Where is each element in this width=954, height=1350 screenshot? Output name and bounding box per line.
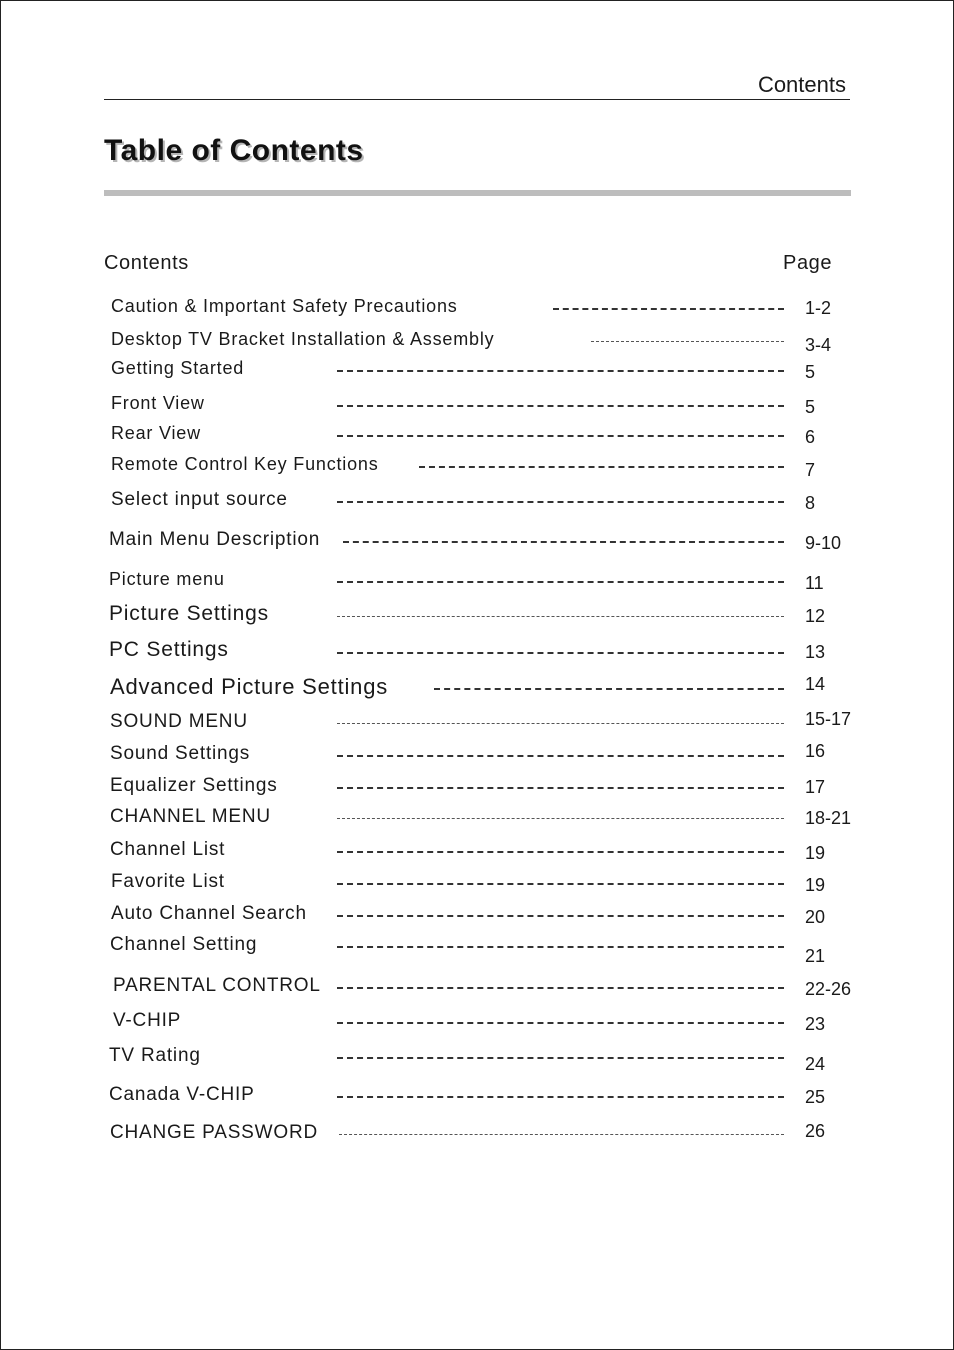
dot-leader	[337, 915, 784, 917]
toc-entry-label: Rear View	[111, 423, 201, 443]
toc-entry-page: 12	[805, 606, 826, 626]
dot-leader	[337, 370, 784, 372]
toc-entry-page: 1-2	[805, 298, 832, 318]
toc-entry-page: 23	[805, 1014, 826, 1034]
toc-entry-label: Select input source	[111, 489, 288, 510]
toc-entry-label: SOUND MENU	[110, 711, 248, 732]
toc-entry-page: 22-26	[805, 979, 852, 999]
toc-entry[interactable]	[0, 903, 954, 933]
toc-entry-label: Picture menu	[109, 569, 225, 589]
toc-entry[interactable]	[0, 674, 954, 704]
contents-column-header: Contents	[104, 252, 189, 274]
dot-leader	[419, 466, 784, 468]
dot-leader	[337, 1057, 784, 1059]
toc-entry-page: 8	[805, 493, 816, 513]
toc-entry[interactable]	[0, 975, 954, 1005]
toc-entry-label: Auto Channel Search	[111, 903, 307, 924]
dot-leader	[343, 541, 784, 543]
title-underline-bar	[104, 190, 851, 196]
dot-leader	[337, 1022, 784, 1024]
toc-entry-label: Channel Setting	[110, 934, 258, 955]
dot-leader	[339, 1134, 784, 1135]
page-title: Table of Contents	[104, 134, 364, 167]
toc-entry-page: 20	[805, 907, 826, 927]
toc-entry-label: Sound Settings	[110, 743, 251, 764]
toc-entry-page: 13	[805, 642, 826, 662]
running-header: Contents	[757, 72, 846, 97]
toc-entry-label: PARENTAL CONTROL	[113, 975, 321, 996]
toc-entry-label: PC Settings	[109, 638, 229, 661]
toc-entry-page: 14	[805, 674, 826, 694]
toc-entry-label: Canada V-CHIP	[109, 1084, 255, 1105]
dot-leader	[337, 883, 784, 885]
toc-entry-page: 21	[805, 946, 826, 966]
toc-entry-page: 19	[805, 843, 826, 863]
dot-leader	[337, 405, 784, 407]
toc-entry[interactable]	[0, 711, 954, 741]
toc-entry[interactable]	[0, 1122, 954, 1152]
toc-entry[interactable]	[0, 839, 954, 869]
toc-entry-page: 11	[805, 573, 824, 593]
toc-entry-page: 16	[805, 741, 826, 761]
toc-entry-page: 3-4	[805, 335, 832, 355]
dot-leader	[337, 723, 784, 724]
toc-entry[interactable]	[0, 743, 954, 773]
toc-entry-label: Equalizer Settings	[110, 775, 278, 796]
dot-leader	[337, 787, 784, 789]
toc-entry-page: 25	[805, 1087, 826, 1107]
toc-entry[interactable]	[0, 489, 954, 519]
toc-entry-label: Front View	[111, 393, 205, 413]
toc-entry[interactable]	[0, 806, 954, 836]
toc-entry-page: 17	[805, 777, 826, 797]
header-rule	[104, 99, 850, 100]
dot-leader	[434, 688, 784, 690]
toc-entry-label: CHANNEL MENU	[110, 806, 271, 827]
toc-entry-page: 26	[805, 1121, 826, 1141]
toc-entry-page: 19	[805, 875, 826, 895]
toc-entry-page: 6	[805, 427, 816, 447]
toc-entry[interactable]	[0, 934, 954, 964]
toc-entry-label: Favorite List	[111, 871, 225, 892]
toc-entry-label: TV Rating	[109, 1045, 201, 1066]
page-column-header: Page	[783, 252, 833, 274]
dot-leader	[337, 501, 784, 503]
toc-entry[interactable]	[0, 393, 954, 423]
toc-entry-label: Caution & Important Safety Precautions	[111, 296, 458, 316]
toc-entry[interactable]	[0, 638, 954, 668]
toc-entry[interactable]	[0, 602, 954, 632]
toc-entry[interactable]	[0, 1084, 954, 1114]
dot-leader	[591, 341, 784, 342]
toc-entry-page: 15-17	[805, 709, 852, 729]
dot-leader	[337, 818, 784, 819]
dot-leader	[337, 435, 784, 437]
toc-entry[interactable]	[0, 1010, 954, 1040]
toc-entry-label: Advanced Picture Settings	[110, 674, 389, 699]
toc-entry[interactable]	[0, 423, 954, 453]
toc-entry[interactable]	[0, 296, 954, 326]
toc-entry-label: Remote Control Key Functions	[111, 454, 379, 474]
dot-leader	[337, 581, 784, 583]
toc-entry[interactable]	[0, 329, 954, 359]
toc-entry-label: Channel List	[110, 839, 226, 860]
toc-entry[interactable]	[0, 1045, 954, 1075]
toc-entry-page: 24	[805, 1054, 826, 1074]
dot-leader	[337, 851, 784, 853]
dot-leader	[337, 987, 784, 989]
toc-entry-page: 5	[805, 362, 816, 382]
toc-entry-page: 18-21	[805, 808, 852, 828]
toc-entry-label: V-CHIP	[113, 1010, 182, 1031]
toc-entry-label: CHANGE PASSWORD	[110, 1122, 319, 1143]
dot-leader	[337, 652, 784, 654]
dot-leader	[337, 1096, 784, 1098]
toc-entry-page: 9-10	[805, 533, 842, 553]
toc-entry-label: Main Menu Description	[109, 529, 321, 550]
toc-entry-label: Desktop TV Bracket Installation & Assembly	[111, 329, 495, 349]
dot-leader	[337, 616, 784, 617]
dot-leader	[337, 755, 784, 757]
toc-entry[interactable]	[0, 775, 954, 805]
toc-entry-label: Getting Started	[111, 358, 245, 378]
toc-entry[interactable]	[0, 871, 954, 901]
toc-entry[interactable]	[0, 358, 954, 388]
toc-entry-page: 5	[805, 397, 816, 417]
toc-entry-label: Picture Settings	[109, 602, 269, 625]
toc-entry[interactable]	[0, 454, 954, 484]
toc-entry-page: 7	[805, 460, 816, 480]
dot-leader	[337, 946, 784, 948]
toc-entry[interactable]	[0, 569, 954, 599]
toc-entry[interactable]	[0, 529, 954, 559]
dot-leader	[553, 308, 784, 310]
